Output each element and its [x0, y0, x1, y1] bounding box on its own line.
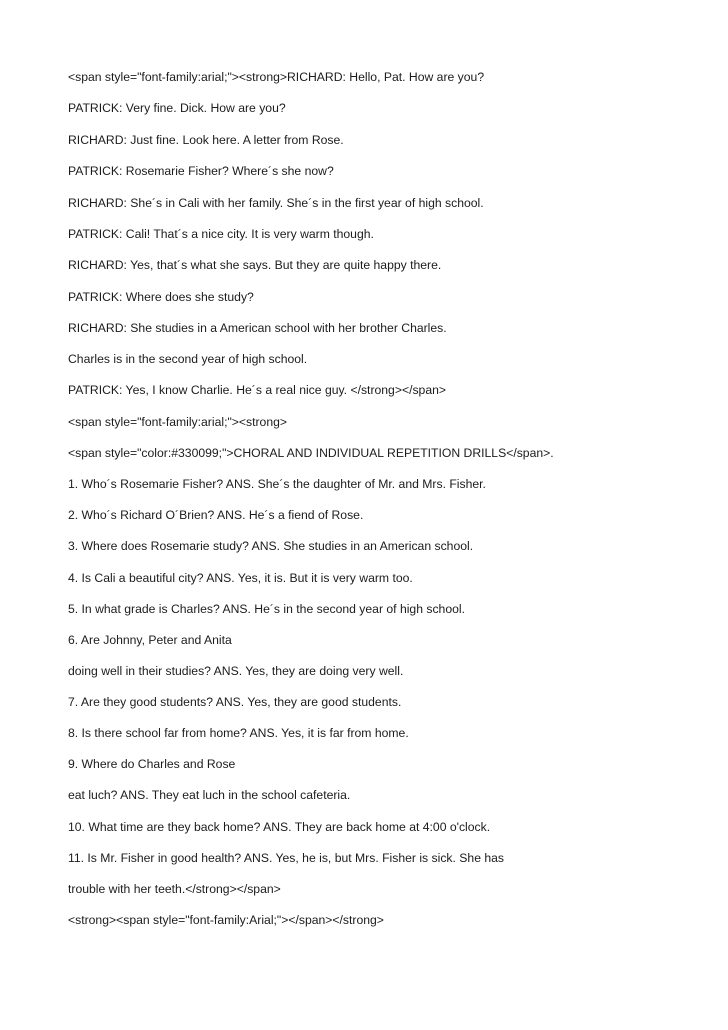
- text-line: 11. Is Mr. Fisher in good health? ANS. Yes, he is, but Mrs. Fisher is sick. She has: [68, 851, 505, 865]
- text-line: RICHARD: She studies in a American school with her brother Charles.: [68, 321, 447, 335]
- text-line: PATRICK: Cali! That´s a nice city. It is very warm though.: [68, 227, 374, 241]
- text-line: 4. Is Cali a beautiful city? ANS. Yes, it is. But it is very warm too.: [68, 571, 413, 585]
- text-line: <span style="font-family:arial;"><strong>RICHARD: Hello, Pat. How are you?: [68, 70, 485, 84]
- text-line: 5. In what grade is Charles? ANS. He´s in the second year of high school.: [68, 602, 465, 616]
- text-line: <span style="color:#330099;">CHORAL AND INDIVIDUAL REPETITION DRILLS</span>.: [68, 446, 554, 460]
- text-line: eat luch? ANS. They eat luch in the school cafeteria.: [68, 788, 351, 802]
- text-line: PATRICK: Rosemarie Fisher? Where´s she now?: [68, 164, 334, 178]
- text-line: 8. Is there school far from home? ANS. Yes, it is far from home.: [68, 726, 409, 740]
- text-line: PATRICK: Yes, I know Charlie. He´s a real nice guy. </strong></span>: [68, 383, 446, 397]
- text-line: RICHARD: Just fine. Look here. A letter from Rose.: [68, 133, 344, 147]
- text-line: 10. What time are they back home? ANS. They are back home at 4:00 o'clock.: [68, 820, 491, 834]
- text-line: <strong><span style="font-family:Arial;"></span></strong>: [68, 913, 384, 927]
- text-line: doing well in their studies? ANS. Yes, they are doing very well.: [68, 664, 404, 678]
- text-line: 2. Who´s Richard O´Brien? ANS. He´s a fiend of Rose.: [68, 508, 364, 522]
- text-line: <span style="font-family:arial;"><strong>: [68, 415, 288, 429]
- text-line: RICHARD: Yes, that´s what she says. But they are quite happy there.: [68, 258, 442, 272]
- text-line: PATRICK: Very fine. Dick. How are you?: [68, 101, 286, 115]
- text-line: 1. Who´s Rosemarie Fisher? ANS. She´s the daughter of Mr. and Mrs. Fisher.: [68, 477, 486, 491]
- text-line: 3. Where does Rosemarie study? ANS. She studies in an American school.: [68, 539, 474, 553]
- text-line: RICHARD: She´s in Cali with her family. She´s in the first year of high school.: [68, 196, 484, 210]
- text-line: trouble with her teeth.</strong></span>: [68, 882, 281, 896]
- text-line: 7. Are they good students? ANS. Yes, they are good students.: [68, 695, 402, 709]
- text-line: PATRICK: Where does she study?: [68, 290, 254, 304]
- text-line: 9. Where do Charles and Rose: [68, 757, 236, 771]
- text-line: Charles is in the second year of high school.: [68, 352, 308, 366]
- text-line: 6. Are Johnny, Peter and Anita: [68, 633, 232, 647]
